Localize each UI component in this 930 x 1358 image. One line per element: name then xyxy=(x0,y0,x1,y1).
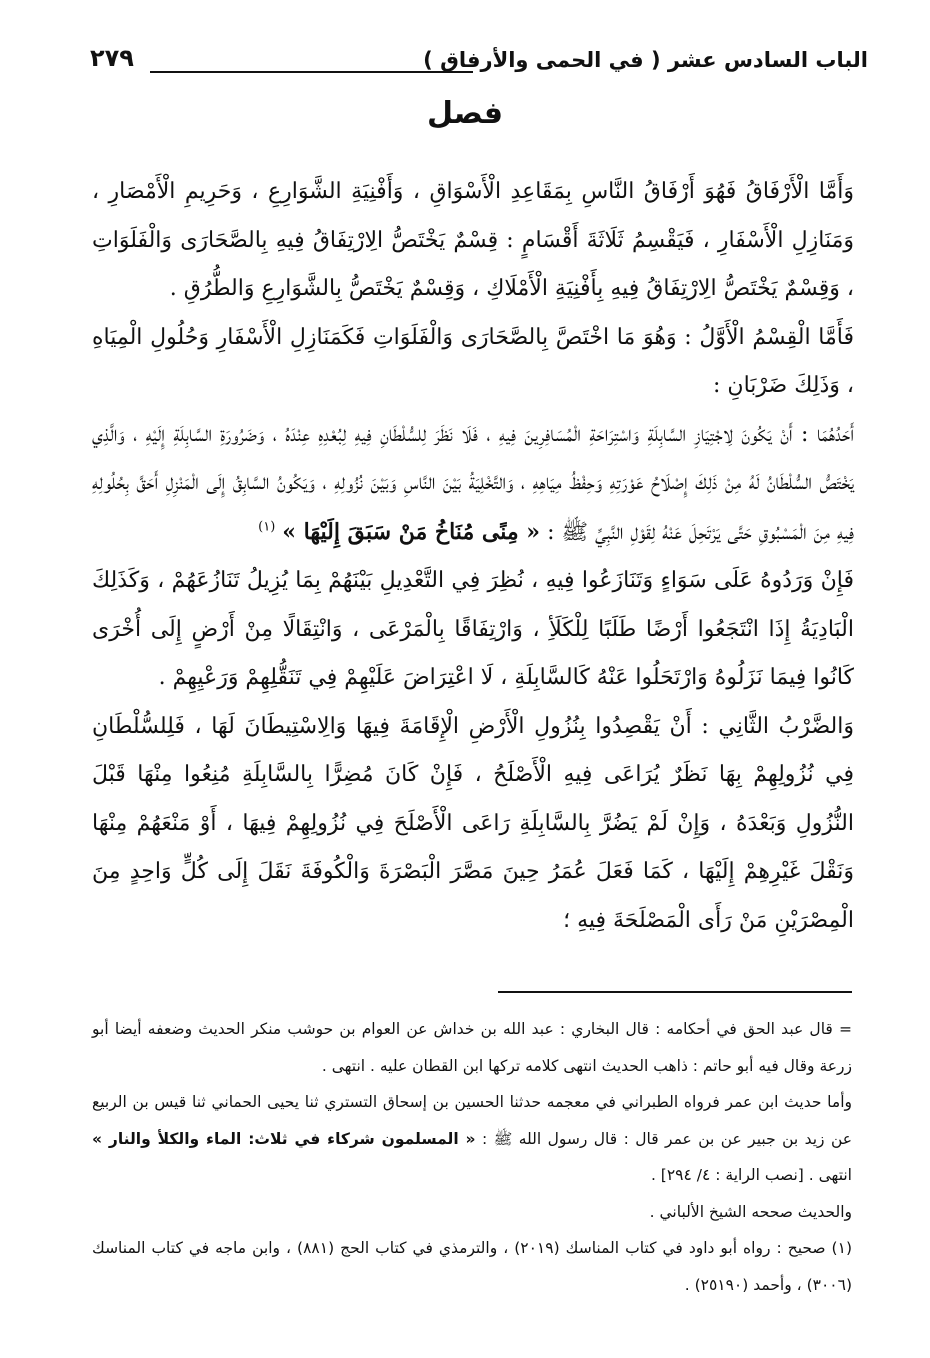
footnote-ibn-umar xyxy=(92,1084,852,1194)
main-text xyxy=(92,168,854,945)
running-title: الباب السادس عشر ( في الحمى والأرفاق ) xyxy=(423,48,868,72)
section-title: فصل xyxy=(427,96,503,131)
paragraph-first-type-text: أَحَدُهُمَا : أَنْ يَكُونَ لِاجْتِيَازِ السَّابِلَةِ وَاسْتِرَاحَةِ الْمُسَافِرِينَ فِيهِ ، فَلَا نَظَرَ لِلسُّلْطَانِ فِيهِ لِبُعْدِهِ عِنْدَهُ ، وَضَرُورَةِ السَّابِلَةِ إِلَيْهِ ، وَالَّذِي يَخْتَصُّ السُّلْطَانُ لَهُ مِنْ ذَلِكَ إِصْلَاحُ عَوْرَتِهِ وَحِفْظُ مِيَاهِهِ ، وَالتَّخْلِيَةُ بَيْنَ النَّاسِ وَبَيْنَ نُزُولِهِ ، وَيَكُونُ السَّابِقُ إِلَى الْمَنْزِلِ أَحَقَّ بِحُلُولِهِ فِيهِ مِنَ الْمَسْبُوقِ حَتَّى يَرْتَحِلَ عَنْهُ لِقَوْلِ النَّبِيِّ ﷺ : xyxy=(92,421,854,545)
paragraph-first-type xyxy=(92,411,854,558)
footnote-continued: = قال عبد الحق في أحكامه : قال البخاري : عبد الله بن خداش عن العوام بن حوشب منكر الحديث وضعفه أيضا أبو زرعة وقال فيه أبو حاتم : ذاهب الحديث انتهى كلامه تركها ابن القطان عليه . انتهى . xyxy=(92,1020,852,1075)
footnote-albani: والحديث صححه الشيخ الألباني . xyxy=(649,1202,852,1221)
footnote-source: انتهى . [نصب الراية : ٤/ ٢٩٤] . xyxy=(650,1166,852,1184)
footnote-hadith: « المسلمون شركاء في ثلاث: الماء والكلأ والنار » xyxy=(92,1129,476,1148)
footnotes xyxy=(92,1011,852,1303)
footnote-ibn-umar-text: وأما حديث ابن عمر فرواه الطبراني في معجمه حدثنا الحسين بن إسحاق التستري ثنا يحيى الحماني ثنا قيس بن الربيع عن زيد بن جبير عن بن عمر قال : قال رسول الله ﷺ : xyxy=(92,1093,853,1148)
paragraph-dispute: فَإِنْ وَرَدُوهُ عَلَى سَوَاءٍ وَتَنَازَعُوا فِيهِ ، نُظِرَ فِي التَّعْدِيلِ بَيْنَهُمْ بِمَا يُزِيلُ تَنَازُعَهُمْ ، وَكَذَلِكَ الْبَادِيَةُ إِذَا انْتَجَعُوا أَرْضًا طَلَبًا لِلْكَلَأِ ، وَارْتِفَاقًا بِالْمَرْعَى ، وَانْتِقَالًا مِنْ أَرْضٍ إِلَى أُخْرَى كَانُوا فِيمَا نَزَلُوهُ وَارْتَحَلُوا عَنْهُ كَالسَّابِلَةِ ، لَا اعْتِرَاضَ عَلَيْهِمْ فِي تَنَقُّلِهِمْ وَرَعْيِهِمْ . xyxy=(92,568,854,690)
footnote-1: (١) صحيح : رواه أبو داود في كتاب المناسك (٢٠١٩) ، والترمذي في كتاب الحج (٨٨١) ، وابن ماجه في كتاب المناسك (٣٠٠٦) ، وأحمد (٢٥١٩٠) . xyxy=(92,1239,852,1294)
hadith-quote: « مِنًى مُنَاخُ مَنْ سَبَقَ إِلَيْهَا » xyxy=(282,518,541,545)
page-header xyxy=(80,44,868,84)
page-number: ٢٧٩ xyxy=(90,44,134,72)
paragraph-second-type: وَالضَّرْبُ الثَّانِي : أَنْ يَقْصِدُوا بِنُزُولِ الْأَرْضِ الْإِقَامَةَ فِيهَا وَالِاسْتِيطَانَ لَهَا ، فَلِلسُّلْطَانِ فِي نُزُولِهِمْ بِهَا نَظَرٌ يُرَاعَى فِيهِ الْأَصْلَحُ ، فَإِنْ كَانَ مُضِرًّا بِالسَّابِلَةِ مُنِعُوا مِنْهَا قَبْلَ النُّزُولِ وَبَعْدَهُ ، وَإِنْ لَمْ يَضُرَّ بِالسَّابِلَةِ رَاعَى الْأَصْلَحَ فِي نُزُولِهِمْ فِيهَا ، أَوْ مَنْعَهُمْ مِنْهَا وَنَقْلَ غَيْرِهِمْ إِلَيْهَا ، كَمَا فَعَلَ عُمَرُ حِينَ مَصَّرَ الْبَصْرَةَ وَالْكُوفَةَ نَقَلَ إِلَى كُلٍّ وَاحِدٍ مِنَ الْمِصْرَيْنِ مَنْ رَأَى الْمَصْلَحَةَ فِيهِ ؛ xyxy=(92,713,854,933)
paragraph-first-category: فَأَمَّا الْقِسْمُ الْأَوَّلُ : وَهُوَ مَا اخْتَصَّ بِالصَّحَارَى وَالْفَلَوَاتِ فَكَمَنَازِلِ الْأَسْفَارِ وَحُلُولِ الْمِيَاهِ ، وَذَلِكَ ضَرْبَانِ : xyxy=(92,324,854,398)
footnote-ref-1: (١) xyxy=(258,519,276,535)
paragraph-intro: وَأَمَّا الْأَرْفَاقُ فَهُوَ أَرْفَاقُ النَّاسِ بِمَقَاعِدِ الْأَسْوَاقِ ، وَأَفْنِيَةِ الشَّوَارِعِ ، وَحَرِيمِ الْأَمْصَارِ ، وَمَنَازِلِ الْأَسْفَارِ ، فَيَقْسِمُ ثَلَاثَةَ أَقْسَامٍ : قِسْمٌ يَخْتَصُّ الِارْتِفَاقُ فِيهِ بِالصَّحَارَى وَالْفَلَوَاتِ ، وَقِسْمٌ يَخْتَصُّ الِارْتِفَاقُ فِيهِ بِأَفْنِيَةِ الْأَمْلَاكِ ، وَقِسْمٌ يَخْتَصُّ بِالشَّوَارِعِ وَالطُّرُقِ . xyxy=(92,179,854,301)
header-rule xyxy=(150,71,473,73)
footnote-rule xyxy=(498,991,852,993)
